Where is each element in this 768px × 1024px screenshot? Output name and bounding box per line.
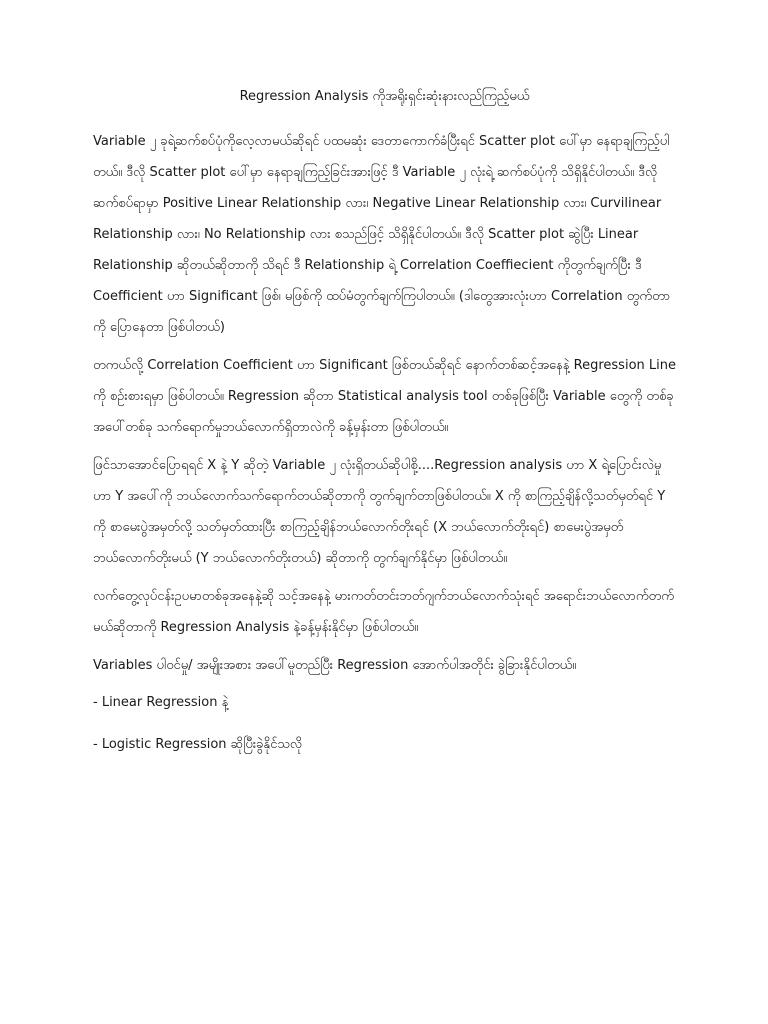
bullet-logistic-regression: - Logistic Regression ဆိုပြီးခွဲနိုင်သလို — [93, 737, 303, 752]
document-title: Regression Analysis ကိုအရိုးရှင်းဆုံးနားလည်ကြည့်မယ် — [239, 89, 530, 104]
paragraph-regression-types: Variables ပါဝင်မှု/ အမျိုးအစား အပေါ်မူတည်ပြီး Regression အောက်ပါအတိုင်း ခွဲခြားနိုင်ပါတယ်။ — [93, 658, 577, 673]
paragraph-scatter-plot: Variable ၂ ခုရဲ့ဆက်စပ်ပုံကိုလေ့လာမယ်ဆိုရင် ပထမဆုံး ဒေတာကောက်ခံပြီးရင် Scatter plot ပေါ်မှာ နေရာချကြည့်ပါတယ်။ ဒီလို Scatter plot ပေါ်မှာ နေရာချကြည့်ခြင်းအားဖြင့် ဒီ Variable ၂ လုံးရဲ့ ဆက်စပ်ပုံကို သိရှိနိုင်ပါတယ်။ ဒီလိုဆက်စပ်ရာမှာ Positive Linear Relationship လား၊ Negative Linear Relationship လား၊ Curvilinear Relationship လား၊ No Relationship လား စသည်ဖြင့် သိရှိနိုင်ပါတယ်။ ဒီလို Scatter plot ဆွဲပြီး Linear Relationship ဆိုတယ်ဆိုတာကို သိရင် ဒီ Relationship ရဲ့ Correlation Coeffiecient ကိုတွက်ချက်ပြီး ဒီ Coefficient ဟာ Significant ဖြစ်၊ မဖြစ်ကို ထပ်မံတွက်ချက်ကြပါတယ်။ (ဒါတွေအားလုံးဟာ Correlation တွက်တာကို ပြောနေတာ ဖြစ်ပါတယ်) — [93, 134, 671, 335]
bullet-linear-regression: - Linear Regression နဲ့ — [93, 695, 229, 710]
paragraph-regression-line: တကယ်လို့ Correlation Coefficient ဟာ Significant ဖြစ်တယ်ဆိုရင် နောက်တစ်ဆင့်အနေနဲ့ Regression Line ကို စဉ်းစားရမှာ ဖြစ်ပါတယ်။ Regression ဆိုတာ Statistical analysis tool တစ်ခုဖြစ်ပြီး Variable တွေကို တစ်ခုအပေါ်တစ်ခု သက်ရောက်မှုဘယ်လောက်ရှိတာလဲကို ခန့်မှန်းတာ ဖြစ်ပါတယ်။ — [93, 358, 676, 435]
paragraph-business-example: လက်တွေ့လုပ်ငန်းဥပမာတစ်ခုအနေနဲ့ဆို သင့်အနေနဲ့ မားကတ်တင်းဘတ်ဂျက်ဘယ်လောက်သုံးရင် အရောင်းဘယ်လောက်တက်မယ်ဆိုတာကို Regression Analysis နဲ့ခန့်မှန်းနိုင်မှာ ဖြစ်ပါတယ်။ — [93, 589, 674, 635]
paragraph-x-y-example: ဖြင်သာအောင်ပြောရရင် X နဲ့ Y ဆိုတဲ့ Variable ၂ လုံးရှိတယ်ဆိုပါစို့....Regression analysis ဟာ X ရဲ့ပြောင်းလဲမှုဟာ Y အပေါ်ကို ဘယ်လောက်သက်ရောက်တယ်ဆိုတာကို တွက်ချက်တာဖြစ်ပါတယ်။ X ကို စာကြည့်ချိန်လို့သတ်မှတ်ရင် Y ကို စာမေးပွဲအမှတ်လို့ သတ်မှတ်ထားပြီး စာကြည့်ချိန်ဘယ်လောက်တိုးရင် (X ဘယ်လောက်တိုးရင်) စာမေးပွဲအမှတ် ဘယ်လောက်တိုးမယ် (Y ဘယ်လောက်တိုးတယ်) ဆိုတာကို တွက်ချက်နိုင်မှာ ဖြစ်ပါတယ်။ — [93, 458, 666, 566]
